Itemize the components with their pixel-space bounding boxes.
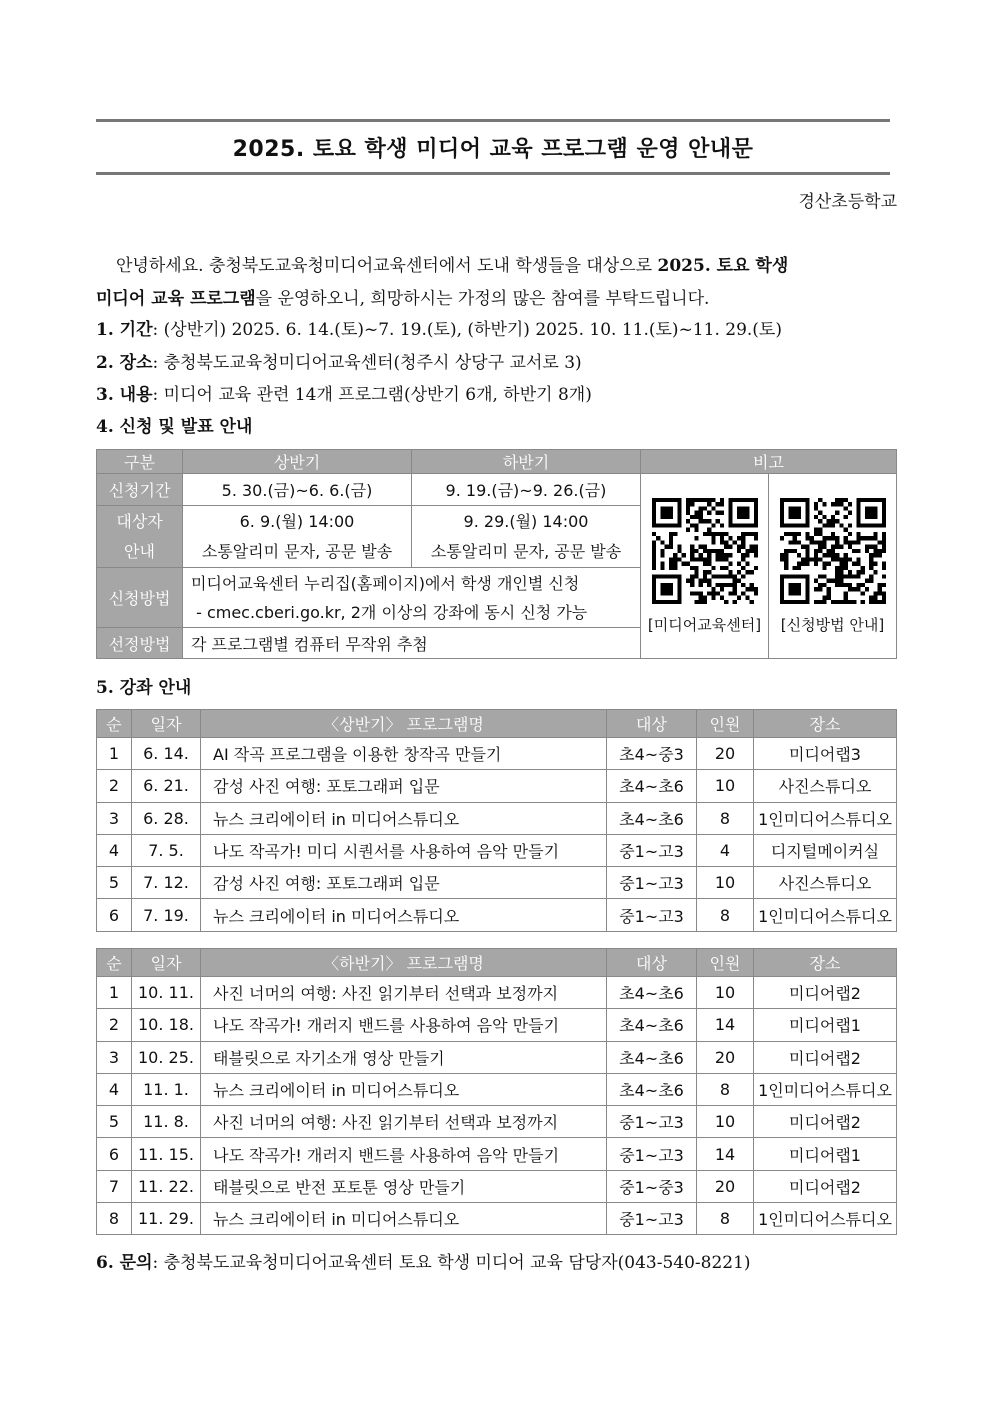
intro-bold-1: 2025. 토요 학생 [657, 256, 789, 276]
sh-cell-capacity: 14 [697, 1009, 754, 1041]
school-name: 경산초등학교 [798, 192, 897, 212]
table-row [97, 977, 897, 1009]
sh-cell-program: 뉴스 크리에이터 in 미디어스튜디오 [201, 1203, 607, 1235]
fh-cell-capacity: 20 [697, 738, 754, 770]
intro-paragraph [96, 250, 896, 316]
period-line [96, 315, 782, 340]
sh-cell-place: 미디어랩2 [754, 1170, 897, 1202]
sh-cell-program: 뉴스 크리에이터 in 미디어스튜디오 [201, 1073, 607, 1105]
sh-cell-target: 초4~초6 [607, 977, 697, 1009]
qr-code-guide-icon[interactable] [780, 498, 886, 604]
table-row [97, 1106, 897, 1138]
table-row [97, 1073, 897, 1105]
sh-cell-capacity: 14 [697, 1138, 754, 1170]
fh-cell-target: 초4~중3 [607, 738, 697, 770]
fh-cell-target: 초4~초6 [607, 802, 697, 834]
fh-cell-target: 중1~고3 [607, 834, 697, 866]
sh-cell-capacity: 10 [697, 977, 754, 1009]
apply-period-first: 5. 30.(금)~6. 6.(금) [183, 474, 412, 506]
sh-cell-date: 10. 18. [132, 1009, 201, 1041]
sh-cell-capacity: 20 [697, 1041, 754, 1073]
table-row [97, 1203, 897, 1235]
place-line [96, 348, 582, 373]
sh-cell-date: 10. 11. [132, 977, 201, 1009]
sh-cell-target: 중1~고3 [607, 1138, 697, 1170]
sh-cell-no: 3 [97, 1041, 132, 1073]
fh-cell-program: 뉴스 크리에이터 in 미디어스튜디오 [201, 899, 607, 931]
content-text: : 미디어 교육 관련 14개 프로그램(상반기 6개, 하반기 8개) [152, 385, 592, 405]
sh-header-program: 〈하반기〉 프로그램명 [201, 949, 607, 977]
fh-cell-program: 감성 사진 여행: 포토그래퍼 입문 [201, 770, 607, 802]
sh-cell-place: 미디어랩2 [754, 1041, 897, 1073]
contact-label: 6. 문의 [96, 1253, 153, 1273]
apply-notice-label: 대상자 안내 [97, 506, 183, 568]
sh-cell-date: 11. 15. [132, 1138, 201, 1170]
fh-cell-date: 7. 12. [132, 867, 201, 899]
fh-cell-no: 6 [97, 899, 132, 931]
apply-notice-first: 6. 9.(월) 14:00 소통알리미 문자, 공문 발송 [183, 506, 412, 568]
sh-header-place: 장소 [754, 949, 897, 977]
fh-cell-no: 1 [97, 738, 132, 770]
fh-cell-capacity: 10 [697, 770, 754, 802]
sh-cell-date: 11. 22. [132, 1170, 201, 1202]
sh-cell-date: 11. 1. [132, 1073, 201, 1105]
sh-cell-place: 미디어랩2 [754, 977, 897, 1009]
sh-cell-no: 6 [97, 1138, 132, 1170]
apply-table [96, 449, 897, 659]
fh-cell-capacity: 8 [697, 802, 754, 834]
sh-cell-capacity: 20 [697, 1170, 754, 1202]
table-row [97, 1138, 897, 1170]
sh-header-target: 대상 [607, 949, 697, 977]
sh-cell-capacity: 8 [697, 1073, 754, 1105]
fh-cell-target: 초4~초6 [607, 770, 697, 802]
fh-header-capacity: 인원 [697, 710, 754, 738]
fh-cell-no: 4 [97, 834, 132, 866]
fh-cell-date: 6. 28. [132, 802, 201, 834]
sh-cell-capacity: 10 [697, 1106, 754, 1138]
table-row [97, 1041, 897, 1073]
fh-cell-place: 사진스튜디오 [754, 770, 897, 802]
sh-cell-no: 7 [97, 1170, 132, 1202]
sh-cell-no: 1 [97, 977, 132, 1009]
apply-selection-text: 각 프로그램별 컴퓨터 무작위 추첨 [183, 628, 641, 659]
sh-header-date: 일자 [132, 949, 201, 977]
table-row [97, 738, 897, 770]
apply-header-second: 하반기 [412, 450, 641, 474]
sh-cell-program: 태블릿으로 자기소개 영상 만들기 [201, 1041, 607, 1073]
sh-cell-program: 나도 작곡가! 개러지 밴드를 사용하여 음악 만들기 [201, 1009, 607, 1041]
apply-header-note: 비고 [641, 450, 897, 474]
document-title-box [96, 119, 890, 175]
sh-cell-no: 8 [97, 1203, 132, 1235]
fh-header-date: 일자 [132, 710, 201, 738]
sh-cell-place: 미디어랩1 [754, 1009, 897, 1041]
course-heading: 5. 강좌 안내 [96, 678, 192, 698]
sh-cell-place: 미디어랩1 [754, 1138, 897, 1170]
fh-cell-date: 7. 5. [132, 834, 201, 866]
sh-cell-program: 사진 너머의 여행: 사진 읽기부터 선택과 보정까지 [201, 1106, 607, 1138]
apply-period-second: 9. 19.(금)~9. 26.(금) [412, 474, 641, 506]
sh-cell-program: 태블릿으로 반전 포토툰 영상 만들기 [201, 1170, 607, 1202]
qr-code-center-icon[interactable] [652, 498, 758, 604]
sh-cell-date: 11. 29. [132, 1203, 201, 1235]
sh-cell-program: 나도 작곡가! 개러지 밴드를 사용하여 음악 만들기 [201, 1138, 607, 1170]
qr-cell-guide [769, 474, 897, 659]
apply-method-text: 미디어교육센터 누리집(홈페이지)에서 학생 개인별 신청 - cmec.cberi.go.kr, 2개 이상의 강좌에 동시 신청 가능 [183, 568, 641, 628]
apply-period-label: 신청기간 [97, 474, 183, 506]
qr-cell-center [641, 474, 769, 659]
sh-cell-date: 11. 8. [132, 1106, 201, 1138]
fh-cell-target: 중1~고3 [607, 867, 697, 899]
sh-cell-place: 1인미디어스튜디오 [754, 1203, 897, 1235]
qr-guide-label: [신청방법 안내] [780, 615, 885, 634]
fh-cell-program: 나도 작곡가! 미디 시퀀서를 사용하여 음악 만들기 [201, 834, 607, 866]
fh-cell-place: 디지털메이커실 [754, 834, 897, 866]
intro-bold-2: 미디어 교육 프로그램 [96, 289, 256, 309]
fh-header-target: 대상 [607, 710, 697, 738]
contact-line [96, 1248, 751, 1273]
fh-cell-program: 감성 사진 여행: 포토그래퍼 입문 [201, 867, 607, 899]
sh-cell-target: 초4~초6 [607, 1073, 697, 1105]
sh-cell-no: 5 [97, 1106, 132, 1138]
fh-cell-program: 뉴스 크리에이터 in 미디어스튜디오 [201, 802, 607, 834]
fh-cell-place: 1인미디어스튜디오 [754, 899, 897, 931]
fh-header-program: 〈상반기〉 프로그램명 [201, 710, 607, 738]
table-row [97, 770, 897, 802]
intro-text-1: 안녕하세요. 충청북도교육청미디어교육센터에서 도내 학생들을 대상으로 [116, 256, 658, 276]
content-line [96, 380, 592, 405]
document-title: 2025. 토요 학생 미디어 교육 프로그램 운영 안내문 [232, 136, 754, 162]
fh-cell-no: 5 [97, 867, 132, 899]
apply-heading: 4. 신청 및 발표 안내 [96, 417, 253, 437]
fh-header-place: 장소 [754, 710, 897, 738]
fh-header-no: 순 [97, 710, 132, 738]
period-label: 1. 기간 [96, 320, 153, 340]
apply-header-first: 상반기 [183, 450, 412, 474]
sh-cell-target: 중1~고3 [607, 1106, 697, 1138]
qr-center-label: [미디어교육센터] [647, 615, 762, 634]
table-row [97, 899, 897, 931]
place-label: 2. 장소 [96, 353, 153, 373]
sh-cell-place: 1인미디어스튜디오 [754, 1073, 897, 1105]
sh-cell-no: 4 [97, 1073, 132, 1105]
sh-cell-no: 2 [97, 1009, 132, 1041]
sh-cell-target: 초4~초6 [607, 1041, 697, 1073]
apply-header-category: 구분 [97, 450, 183, 474]
fh-cell-no: 2 [97, 770, 132, 802]
fh-cell-program: AI 작곡 프로그램을 이용한 창작곡 만들기 [201, 738, 607, 770]
sh-header-capacity: 인원 [697, 949, 754, 977]
table-row [97, 867, 897, 899]
fh-cell-place: 1인미디어스튜디오 [754, 802, 897, 834]
intro-text-2: 을 운영하오니, 희망하시는 가정의 많은 참여를 부탁드립니다. [255, 289, 710, 309]
sh-cell-target: 중1~고3 [607, 1203, 697, 1235]
table-row [97, 834, 897, 866]
sh-cell-capacity: 8 [697, 1203, 754, 1235]
fh-cell-date: 7. 19. [132, 899, 201, 931]
sh-cell-place: 미디어랩2 [754, 1106, 897, 1138]
fh-cell-capacity: 10 [697, 867, 754, 899]
period-text: : (상반기) 2025. 6. 14.(토)~7. 19.(토), (하반기) 2025. 10. 11.(토)~11. 29.(토) [152, 320, 782, 340]
table-row [97, 1170, 897, 1202]
fh-cell-capacity: 4 [697, 834, 754, 866]
fh-cell-place: 미디어랩3 [754, 738, 897, 770]
fh-cell-no: 3 [97, 802, 132, 834]
fh-cell-capacity: 8 [697, 899, 754, 931]
place-text: : 충청북도교육청미디어교육센터(청주시 상당구 교서로 3) [152, 353, 582, 373]
fh-cell-date: 6. 14. [132, 738, 201, 770]
apply-selection-label: 선정방법 [97, 628, 183, 659]
first-half-table [96, 709, 897, 932]
sh-cell-target: 초4~초6 [607, 1009, 697, 1041]
sh-cell-target: 중1~중3 [607, 1170, 697, 1202]
content-label: 3. 내용 [96, 385, 153, 405]
second-half-table [96, 948, 897, 1235]
sh-header-no: 순 [97, 949, 132, 977]
apply-method-label: 신청방법 [97, 568, 183, 628]
fh-cell-date: 6. 21. [132, 770, 201, 802]
table-row [97, 802, 897, 834]
contact-text: : 충청북도교육청미디어교육센터 토요 학생 미디어 교육 담당자(043-540-8221) [152, 1253, 751, 1273]
sh-cell-program: 사진 너머의 여행: 사진 읽기부터 선택과 보정까지 [201, 977, 607, 1009]
fh-cell-target: 중1~고3 [607, 899, 697, 931]
apply-notice-second: 9. 29.(월) 14:00 소통알리미 문자, 공문 발송 [412, 506, 641, 568]
table-row [97, 1009, 897, 1041]
sh-cell-date: 10. 25. [132, 1041, 201, 1073]
fh-cell-place: 사진스튜디오 [754, 867, 897, 899]
